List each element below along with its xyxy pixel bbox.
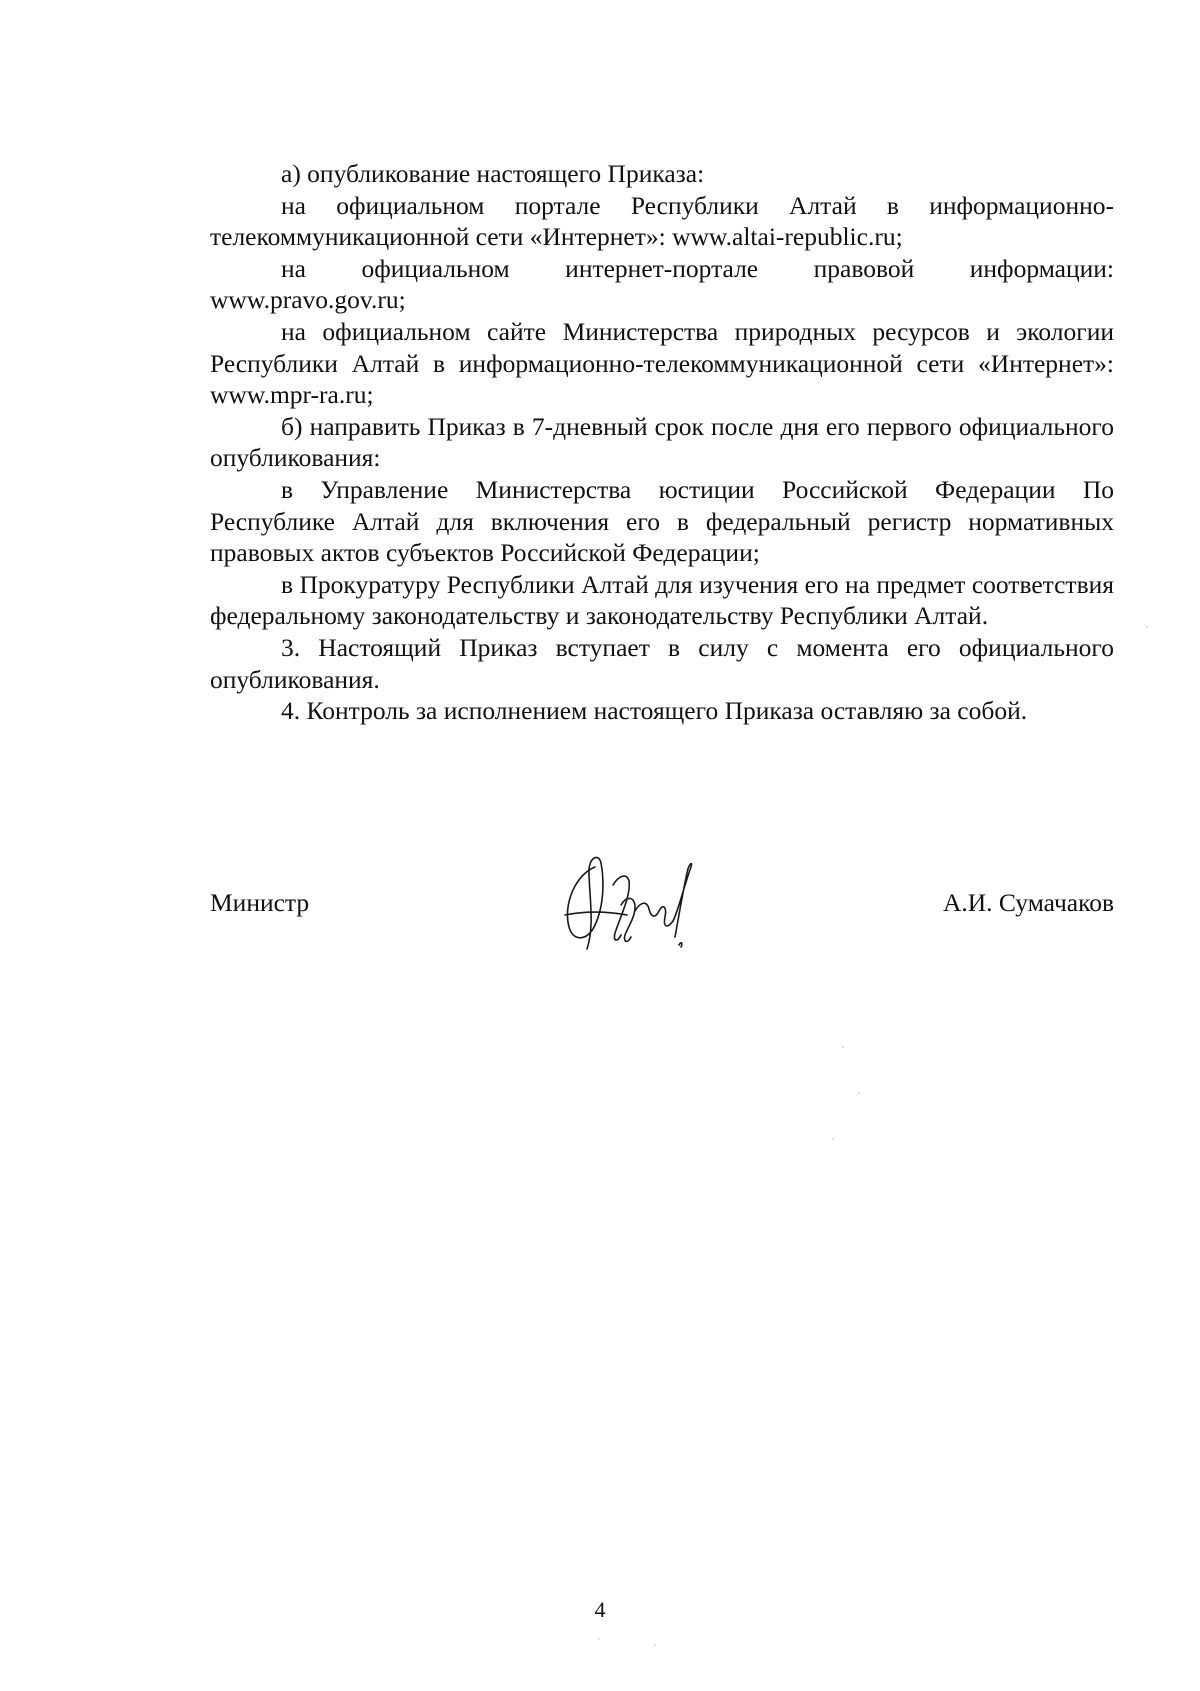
paragraph-publication-intro: а) опубликование настоящего Приказа: [281, 159, 705, 188]
document-body [210, 158, 1114, 727]
paragraph-ministry-site: на официальном сайте Министерства природных ресурсов и экологии Республики Алтай в информационно-телекоммуникационной сети «Интернет»: www.mpr-ra.ru; [210, 316, 1114, 410]
page-number: 4 [594, 1597, 606, 1622]
paragraph-justice-department: в Управление Министерства юстиции Российской Федерации По Республике Алтай для включения его в федеральный регистр нормативных правовых актов субъектов Российской Федерации; [210, 474, 1114, 568]
paragraph-pravo-portal: на официальном интернет-портале правовой информации: www.pravo.gov.ru; [210, 253, 1114, 315]
handwritten-signature [555, 845, 715, 965]
signatory-title: Министр [210, 888, 310, 917]
scan-speck [842, 1046, 844, 1048]
scan-speck [1146, 626, 1148, 628]
paragraph-altai-portal: на официальном портале Республики Алтай в информационно-телекоммуникационной сети «Интернет»: www.altai-republic.ru; [210, 190, 1114, 252]
scan-speck [598, 1638, 600, 1640]
scan-speck [832, 1138, 834, 1140]
signatory-name: А.И. Сумачаков [942, 888, 1114, 917]
paragraph-item-3: 3. Настоящий Приказ вступает в силу с момента его официального опубликования. [210, 632, 1114, 694]
paragraph-item-4: 4. Контроль за исполнением настоящего Приказа оставляю за собой. [281, 696, 1028, 726]
paragraph-send-order: б) направить Приказ в 7-дневный срок после дня его первого официального опубликования: [210, 411, 1114, 473]
paragraph-prosecutor-office: в Прокуратуру Республики Алтай для изучения его на предмет соответствия федеральному законодательству и законодательству Республики Алтай. [210, 569, 1114, 631]
scan-speck [858, 1092, 860, 1094]
scan-speck [654, 1644, 656, 1646]
